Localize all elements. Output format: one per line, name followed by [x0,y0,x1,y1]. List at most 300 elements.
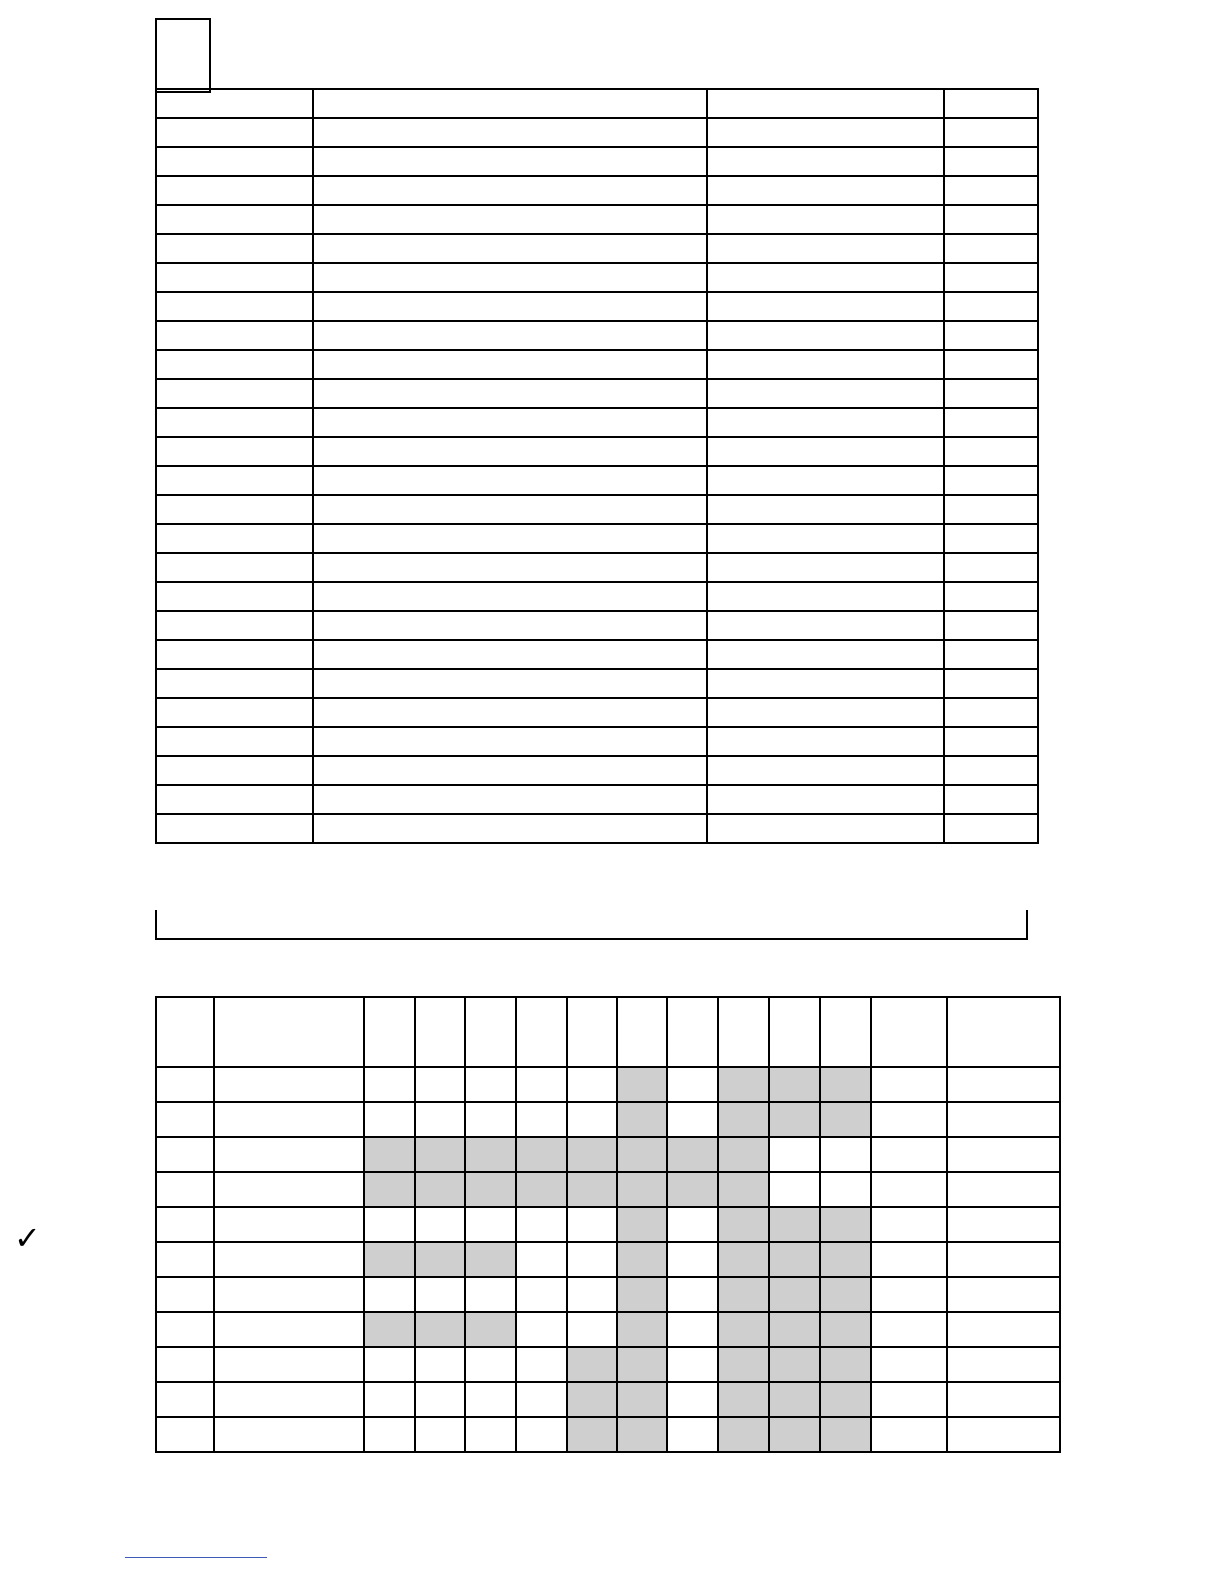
grid-label-cell [947,1242,1060,1277]
grid-header-cell [364,997,415,1067]
corner-box [155,18,211,93]
grid-label-cell [214,1102,364,1137]
grid-label-cell [214,1207,364,1242]
grid-cell [465,1347,515,1382]
grid-label-cell [947,1382,1060,1417]
table-cell [707,698,944,727]
grid-cell [769,1172,820,1207]
table-cell [707,495,944,524]
grid-label-cell [214,1382,364,1417]
table-row [156,147,1038,176]
table-cell [156,321,313,350]
table-cell [313,408,707,437]
table-row [156,176,1038,205]
grid-cell [820,1242,871,1277]
grid-cell [465,1172,515,1207]
table-cell [156,785,313,814]
grid-row [156,1417,1060,1452]
grid-cell [718,1067,768,1102]
grid-cell [516,1067,567,1102]
table-cell [944,118,1038,147]
table-cell [156,379,313,408]
table-cell [944,640,1038,669]
grid-label-cell [214,1277,364,1312]
grid-cell [820,1417,871,1452]
table-row [156,553,1038,582]
table-cell [156,176,313,205]
grid-cell [465,1137,515,1172]
grid-row [156,1277,1060,1312]
table-row [156,582,1038,611]
table-row [156,756,1038,785]
grid-cell [567,1277,617,1312]
top-table [155,88,1039,844]
grid-label-cell [214,1067,364,1102]
grid-cell [617,1277,667,1312]
table-cell [156,553,313,582]
table-cell [707,205,944,234]
table-cell [707,814,944,843]
table-cell [944,205,1038,234]
grid-cell [516,1137,567,1172]
grid-label-cell [947,1172,1060,1207]
table-cell [944,756,1038,785]
grid-label-cell [871,1312,947,1347]
grid-cell [820,1137,871,1172]
grid-cell [567,1207,617,1242]
grid-row [156,1382,1060,1417]
grid-header-cell [214,997,364,1067]
grid-cell [820,1277,871,1312]
grid-cell [820,1382,871,1417]
grid-cell [667,1242,718,1277]
header-cell [313,89,707,118]
grid-cell [415,1347,465,1382]
table-cell [313,292,707,321]
table-cell [944,814,1038,843]
table-cell [156,814,313,843]
grid-cell [516,1277,567,1312]
grid-cell [364,1172,415,1207]
grid-row [156,1102,1060,1137]
table-cell [707,176,944,205]
grid-header-cell [820,997,871,1067]
grid-cell [567,1312,617,1347]
grid-label-cell [156,1417,214,1452]
table-cell [707,379,944,408]
table-cell [313,118,707,147]
table-cell [156,350,313,379]
grid-cell [516,1207,567,1242]
grid-cell [617,1312,667,1347]
table-cell [707,756,944,785]
grid-cell [364,1207,415,1242]
grid-cell [516,1347,567,1382]
grid-cell [617,1102,667,1137]
grid-label-cell [947,1347,1060,1382]
table-cell [944,495,1038,524]
table-cell [156,611,313,640]
link-underline[interactable] [125,1557,267,1558]
table-row [156,524,1038,553]
grid-cell [718,1242,768,1277]
table-cell [707,147,944,176]
grid-cell [364,1277,415,1312]
grid-header-cell [465,997,515,1067]
grid-label-cell [947,1417,1060,1452]
table-cell [156,495,313,524]
grid-row [156,1207,1060,1242]
grid-cell [415,1382,465,1417]
table-row [156,611,1038,640]
grid-cell [667,1347,718,1382]
table-cell [944,553,1038,582]
table-cell [156,292,313,321]
grid-cell [465,1242,515,1277]
grid-label-cell [871,1172,947,1207]
grid-cell [718,1277,768,1312]
table-cell [707,118,944,147]
schedule-grid [155,996,1061,1453]
grid-label-cell [947,1312,1060,1347]
grid-cell [567,1347,617,1382]
table-cell [707,524,944,553]
table-cell [156,640,313,669]
grid-header-cell [516,997,567,1067]
grid-cell [617,1347,667,1382]
grid-label-cell [156,1207,214,1242]
table-cell [707,321,944,350]
table-cell [156,263,313,292]
table-cell [313,205,707,234]
grid-label-cell [156,1242,214,1277]
table-cell [707,582,944,611]
grid-label-cell [214,1417,364,1452]
grid-cell [465,1207,515,1242]
grid-cell [567,1067,617,1102]
table-cell [944,234,1038,263]
table-cell [944,466,1038,495]
grid-cell [567,1382,617,1417]
grid-cell [617,1242,667,1277]
grid-cell [567,1102,617,1137]
table-row [156,118,1038,147]
grid-label-cell [947,1137,1060,1172]
grid-cell [667,1102,718,1137]
grid-cell [567,1417,617,1452]
grid-cell [617,1417,667,1452]
table-row [156,292,1038,321]
table-cell [156,669,313,698]
table-cell [156,147,313,176]
grid-cell [415,1172,465,1207]
table-cell [156,466,313,495]
grid-label-cell [156,1382,214,1417]
grid-cell [364,1242,415,1277]
table-cell [707,263,944,292]
table-cell [707,669,944,698]
table-cell [707,640,944,669]
grid-cell [718,1207,768,1242]
grid-row [156,1137,1060,1172]
table-cell [313,379,707,408]
table-row [156,205,1038,234]
table-cell [707,611,944,640]
grid-header-cell [617,997,667,1067]
table-cell [707,553,944,582]
table-cell [944,669,1038,698]
grid-header-cell [718,997,768,1067]
table-cell [313,234,707,263]
grid-cell [465,1382,515,1417]
grid-cell [415,1277,465,1312]
grid-cell [769,1347,820,1382]
grid-cell [465,1277,515,1312]
grid-cell [617,1067,667,1102]
table-cell [944,263,1038,292]
grid-header-cell [415,997,465,1067]
grid-label-cell [871,1417,947,1452]
table-cell [944,379,1038,408]
grid-cell [364,1417,415,1452]
grid-cell [567,1172,617,1207]
table-cell [313,553,707,582]
grid-cell [718,1312,768,1347]
grid-cell [567,1242,617,1277]
table-cell [156,582,313,611]
table-cell [313,640,707,669]
grid-cell [718,1102,768,1137]
table-row [156,785,1038,814]
grid-cell [769,1382,820,1417]
grid-cell [820,1207,871,1242]
grid-label-cell [871,1382,947,1417]
grid-header-cell [769,997,820,1067]
grid-cell [617,1172,667,1207]
table-cell [313,350,707,379]
grid-cell [667,1277,718,1312]
top-table-footer [155,910,1028,940]
table-cell [944,408,1038,437]
grid-cell [667,1312,718,1347]
grid-label-cell [156,1137,214,1172]
table-cell [707,292,944,321]
grid-cell [415,1312,465,1347]
grid-cell [718,1382,768,1417]
header-cell [707,89,944,118]
grid-cell [769,1312,820,1347]
grid-label-cell [214,1312,364,1347]
table-row [156,669,1038,698]
table-row [156,727,1038,756]
table-cell [707,466,944,495]
grid-row [156,1242,1060,1277]
table-row [156,321,1038,350]
grid-cell [617,1382,667,1417]
table-cell [313,785,707,814]
table-cell [944,582,1038,611]
grid-label-cell [871,1347,947,1382]
table-cell [313,263,707,292]
grid-cell [718,1172,768,1207]
table-cell [313,756,707,785]
grid-header-cell [567,997,617,1067]
grid-label-cell [156,1347,214,1382]
grid-cell [769,1277,820,1312]
table-cell [313,814,707,843]
grid-cell [516,1102,567,1137]
grid-cell [769,1417,820,1452]
grid-cell [516,1242,567,1277]
grid-label-cell [156,1067,214,1102]
grid-cell [415,1137,465,1172]
table-cell [944,321,1038,350]
grid-cell [415,1207,465,1242]
grid-cell [820,1102,871,1137]
table-cell [944,437,1038,466]
grid-label-cell [871,1242,947,1277]
grid-label-cell [871,1102,947,1137]
grid-label-cell [156,1312,214,1347]
grid-cell [667,1067,718,1102]
table-row [156,437,1038,466]
grid-label-cell [156,1172,214,1207]
grid-cell [667,1172,718,1207]
grid-cell [667,1382,718,1417]
table-cell [156,408,313,437]
table-cell [313,466,707,495]
grid-cell [820,1347,871,1382]
grid-cell [567,1137,617,1172]
grid-row [156,1347,1060,1382]
grid-label-cell [214,1172,364,1207]
grid-cell [516,1172,567,1207]
table-cell [156,727,313,756]
table-cell [156,756,313,785]
grid-label-cell [156,1277,214,1312]
table-cell [313,727,707,756]
grid-row [156,1067,1060,1102]
table-cell [707,234,944,263]
grid-cell [769,1137,820,1172]
grid-label-cell [947,1102,1060,1137]
table-cell [313,495,707,524]
table-row [156,814,1038,843]
grid-label-cell [871,1277,947,1312]
table-row [156,408,1038,437]
grid-row [156,1172,1060,1207]
grid-label-cell [156,1102,214,1137]
grid-cell [769,1242,820,1277]
table-cell [707,727,944,756]
grid-cell [415,1417,465,1452]
table-row [156,350,1038,379]
table-cell [707,350,944,379]
check-mark: ✓ [14,1219,41,1257]
grid-cell [364,1347,415,1382]
table-row [156,263,1038,292]
table-cell [313,321,707,350]
table-cell [707,785,944,814]
grid-header-cell [871,997,947,1067]
grid-cell [769,1207,820,1242]
table-cell [313,176,707,205]
table-row [156,495,1038,524]
grid-cell [465,1102,515,1137]
grid-cell [415,1067,465,1102]
grid-cell [364,1312,415,1347]
grid-cell [465,1067,515,1102]
grid-label-cell [947,1277,1060,1312]
grid-cell [465,1312,515,1347]
table-cell [313,669,707,698]
grid-cell [364,1102,415,1137]
grid-cell [667,1137,718,1172]
grid-header-cell [667,997,718,1067]
grid-header-cell [947,997,1060,1067]
table-cell [707,408,944,437]
table-cell [156,234,313,263]
grid-cell [516,1382,567,1417]
table-cell [707,437,944,466]
table-row [156,379,1038,408]
table-cell [156,118,313,147]
header-cell [156,89,313,118]
grid-cell [718,1137,768,1172]
table-cell [313,698,707,727]
table-cell [944,611,1038,640]
grid-cell [415,1242,465,1277]
table-row [156,234,1038,263]
table-cell [313,582,707,611]
grid-cell [415,1102,465,1137]
grid-label-cell [871,1137,947,1172]
grid-label-cell [947,1067,1060,1102]
grid-cell [364,1382,415,1417]
grid-cell [769,1067,820,1102]
grid-cell [718,1347,768,1382]
grid-header-row [156,997,1060,1067]
table-cell [944,698,1038,727]
table-cell [313,611,707,640]
grid-cell [516,1312,567,1347]
grid-cell [769,1102,820,1137]
table-cell [944,292,1038,321]
table-cell [313,147,707,176]
table-cell [156,205,313,234]
grid-header-cell [156,997,214,1067]
table-cell [944,727,1038,756]
grid-cell [718,1417,768,1452]
top-table-header [156,89,1038,118]
grid-cell [364,1067,415,1102]
header-cell [944,89,1038,118]
grid-label-cell [871,1207,947,1242]
table-cell [944,785,1038,814]
table-cell [944,350,1038,379]
grid-row [156,1312,1060,1347]
grid-cell [667,1207,718,1242]
table-cell [944,524,1038,553]
grid-cell [364,1137,415,1172]
table-row [156,640,1038,669]
grid-label-cell [214,1347,364,1382]
grid-cell [516,1417,567,1452]
table-cell [944,147,1038,176]
table-cell [313,437,707,466]
grid-cell [667,1417,718,1452]
table-cell [156,698,313,727]
